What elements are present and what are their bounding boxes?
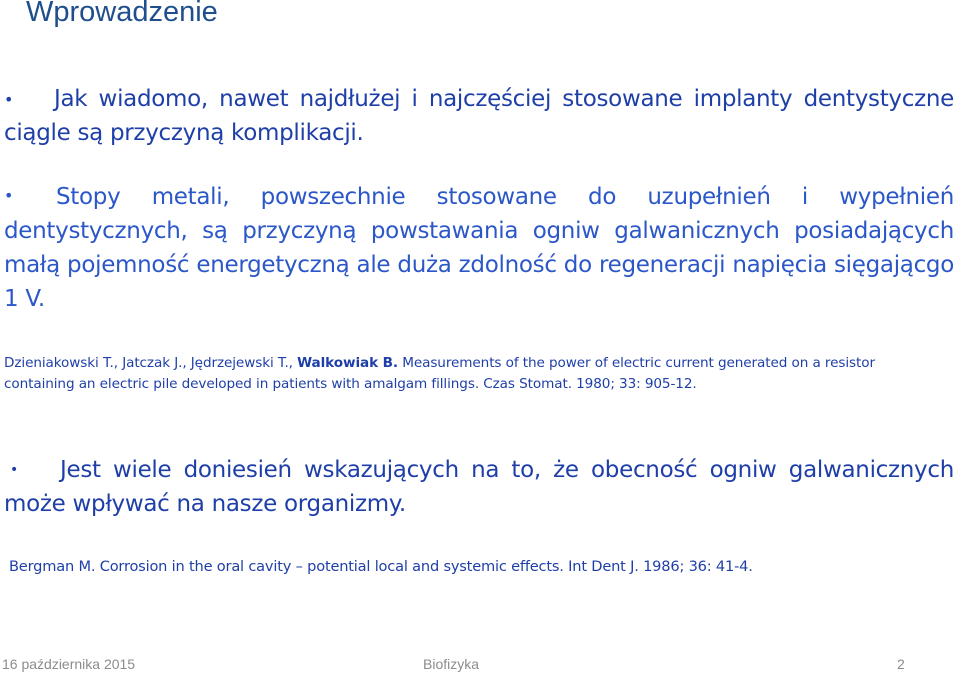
- reference-dzieniakowski: [4, 353, 944, 395]
- reference-bergman: Bergman M. Corrosion in the oral cavity – potential local and systemic effects. Int Dent J. 1986; 36: 41-4.: [9, 558, 753, 575]
- reference-authors: Dzieniakowski T., Jatczak J., Jędrzejewski T.,: [4, 355, 298, 371]
- footer-page-number: 2: [897, 656, 905, 672]
- bullet-point-1: •: [4, 90, 14, 109]
- paragraph-metal-alloys: Stopy metali, powszechnie stosowane do uzupełnień i wypełnień dentystycznych, są przyczyną powstawania ogniw galwanicznych posiadających małą pojemność energetyczną ale duża zdolność do regeneracji napięcia sięgającgo 1 V.: [4, 184, 954, 312]
- bullet-point-2: •: [4, 186, 14, 205]
- bullet-point-3: •: [10, 462, 19, 478]
- reference-bold-author: Walkowiak B.: [297, 355, 398, 371]
- paragraph-implants: Jak wiadomo, nawet najdłużej i najczęściej stosowane implanty dentystyczne ciągle są przyczyną komplikacji.: [4, 86, 954, 146]
- slide-title: Wprowadzenie: [26, 0, 218, 28]
- footer-course-name: Biofizyka: [423, 656, 480, 672]
- footer-date: 16 października 2015: [2, 656, 136, 672]
- paragraph-galvanic-cells: Jest wiele doniesień wskazujących na to, że obecność ogniw galwanicznych może wpływać na nasze organizmy.: [4, 457, 954, 517]
- reference-details: Measurements of the power of electric current generated on a resistor containing an electric pile developed in patients with amalgam fillings. Czas Stomat. 1980; 33: 905-12.: [4, 355, 875, 392]
